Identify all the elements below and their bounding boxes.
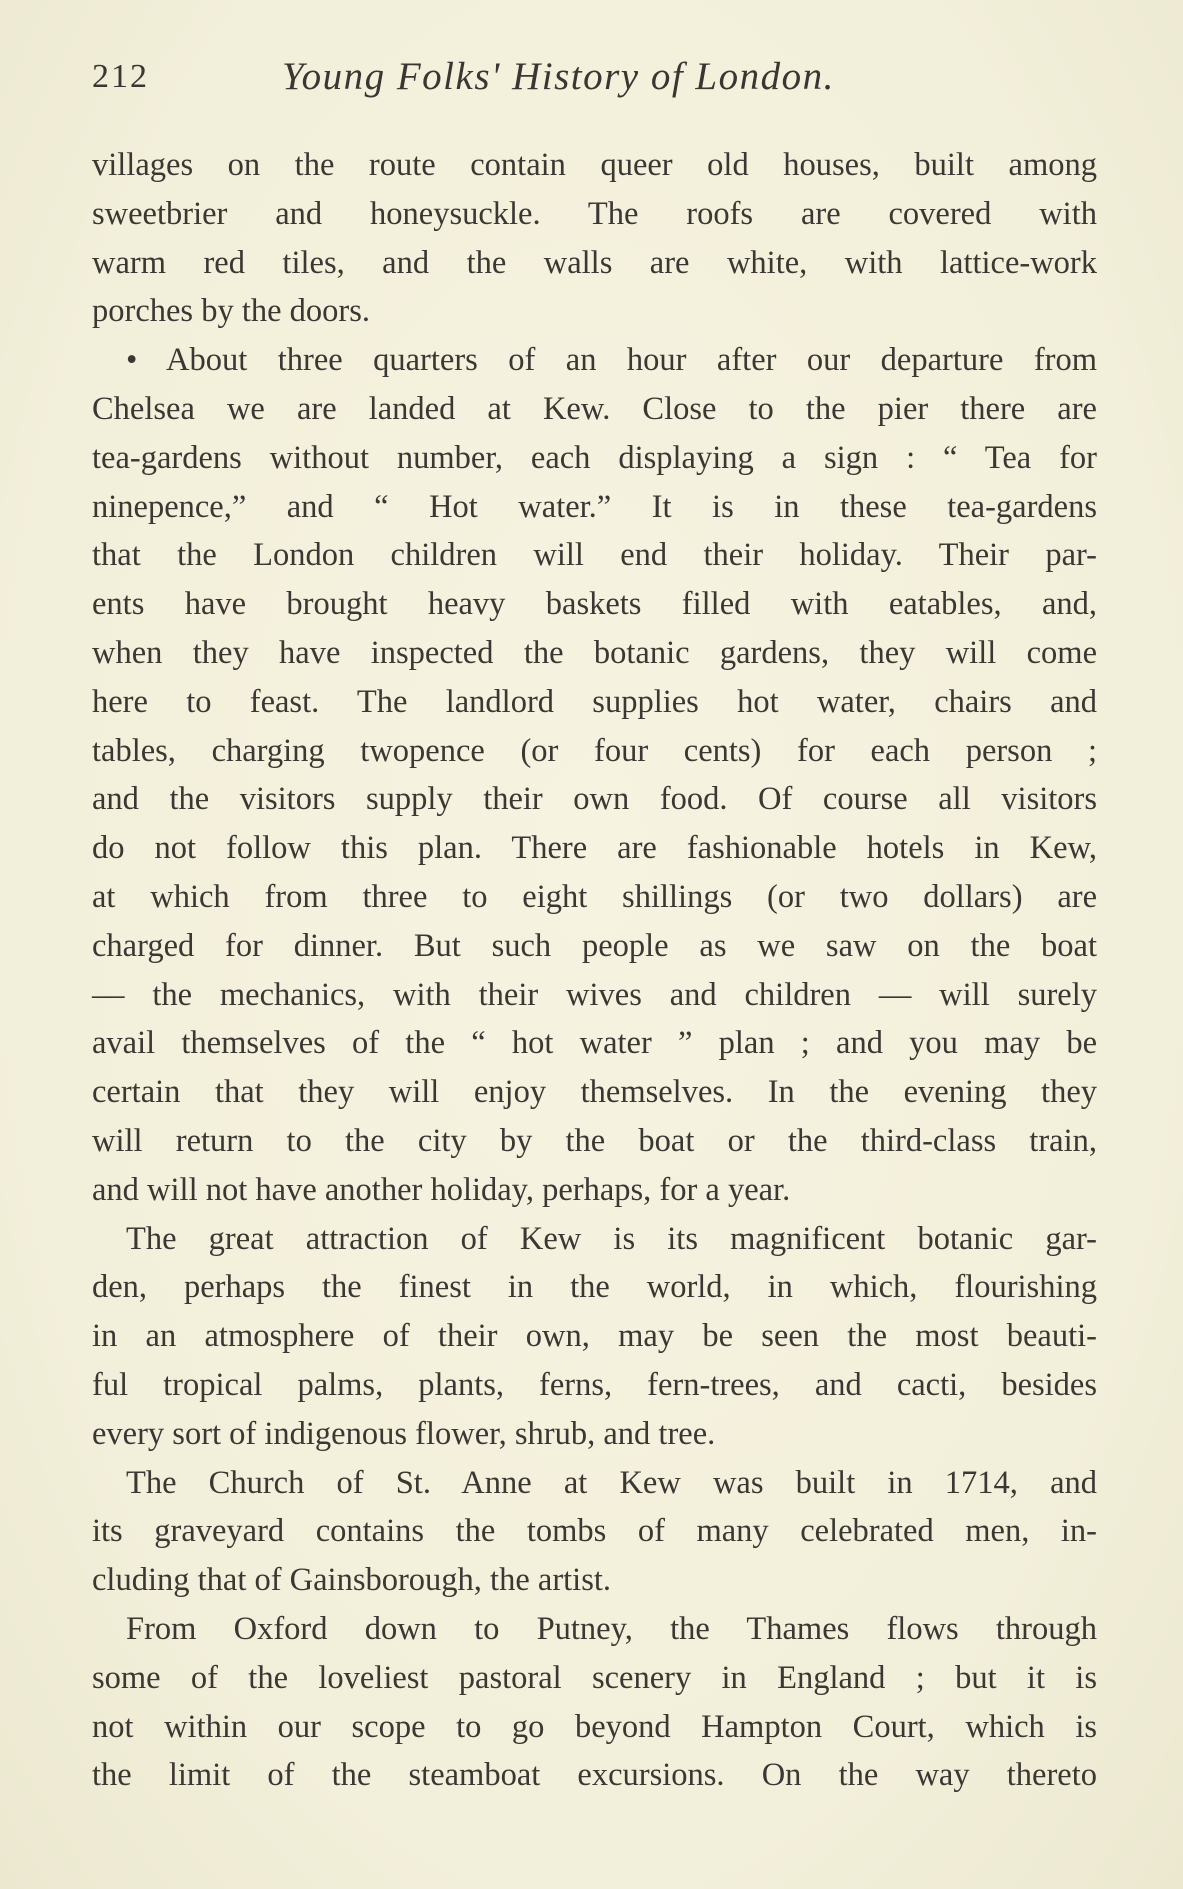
text-line: tables, charging twopence (or four cents) for each person ; xyxy=(92,732,1097,769)
text-line: charged for dinner. But such people as we saw on the boat xyxy=(92,927,1097,964)
text-line: cluding that of Gainsborough, the artist. xyxy=(92,1562,612,1599)
text-line: some of the loveliest pastoral scenery in England ; but it is xyxy=(92,1659,1097,1696)
paragraph xyxy=(92,141,1097,336)
text-line: ninepence,” and “ Hot water.” It is in these tea-gardens xyxy=(92,488,1097,525)
text-line: From Oxford down to Putney, the Thames flows through xyxy=(126,1610,1097,1647)
text-line: sweetbrier and honeysuckle. The roofs are covered with xyxy=(92,195,1097,232)
text-line: The great attraction of Kew is its magnificent botanic gar- xyxy=(126,1220,1097,1257)
text-line: not within our scope to go beyond Hampton Court, which is xyxy=(92,1708,1097,1745)
text-line: avail themselves of the “ hot water ” plan ; and you may be xyxy=(92,1025,1097,1062)
text-line: do not follow this plan. There are fashionable hotels in Kew, xyxy=(92,830,1097,867)
text-line: — the mechanics, with their wives and children — will surely xyxy=(92,976,1097,1013)
running-title: Young Folks' History of London. xyxy=(282,55,835,98)
paragraph xyxy=(92,1459,1097,1605)
text-line: The Church of St. Anne at Kew was built in 1714, and xyxy=(126,1464,1097,1501)
text-line: warm red tiles, and the walls are white, with lattice-work xyxy=(92,244,1097,281)
text-line: the limit of the steamboat excursions. On the way thereto xyxy=(92,1757,1097,1794)
body-text xyxy=(92,141,1097,1800)
text-line: certain that they will enjoy themselves. In the evening they xyxy=(92,1074,1097,1111)
text-line: every sort of indigenous flower, shrub, and tree. xyxy=(92,1415,716,1452)
text-line: when they have inspected the botanic gardens, they will come xyxy=(92,634,1097,671)
text-line: at which from three to eight shillings (or two dollars) are xyxy=(92,878,1097,915)
text-line: and will not have another holiday, perhaps, for a year. xyxy=(92,1171,791,1208)
paragraph xyxy=(92,1215,1097,1459)
text-line: • About three quarters of an hour after our departure from xyxy=(126,342,1097,379)
text-line: den, perhaps the finest in the world, in which, flourishing xyxy=(92,1269,1097,1306)
running-head xyxy=(92,52,1097,112)
text-line: tea-gardens without number, each displaying a sign : “ Tea for xyxy=(92,439,1097,476)
text-line: its graveyard contains the tombs of many celebrated men, in- xyxy=(92,1513,1097,1550)
text-line: villages on the route contain queer old houses, built among xyxy=(92,147,1097,183)
text-line: will return to the city by the boat or the third-class train, xyxy=(92,1122,1097,1159)
text-line: Chelsea we are landed at Kew. Close to the pier there are xyxy=(92,390,1097,427)
paragraph xyxy=(92,336,1097,1214)
page-number: 212 xyxy=(92,58,149,95)
text-line: ents have brought heavy baskets filled with eatables, and, xyxy=(92,586,1097,623)
paragraph xyxy=(92,1605,1097,1800)
text-line: in an atmosphere of their own, may be seen the most beauti- xyxy=(92,1318,1097,1355)
text-line: that the London children will end their holiday. Their par- xyxy=(92,537,1097,574)
text-line: and the visitors supply their own food. Of course all visitors xyxy=(92,781,1097,818)
text-line: ful tropical palms, plants, ferns, fern-trees, and cacti, besides xyxy=(92,1366,1097,1403)
text-line: here to feast. The landlord supplies hot water, chairs and xyxy=(92,683,1097,720)
text-line: porches by the doors. xyxy=(92,293,370,330)
